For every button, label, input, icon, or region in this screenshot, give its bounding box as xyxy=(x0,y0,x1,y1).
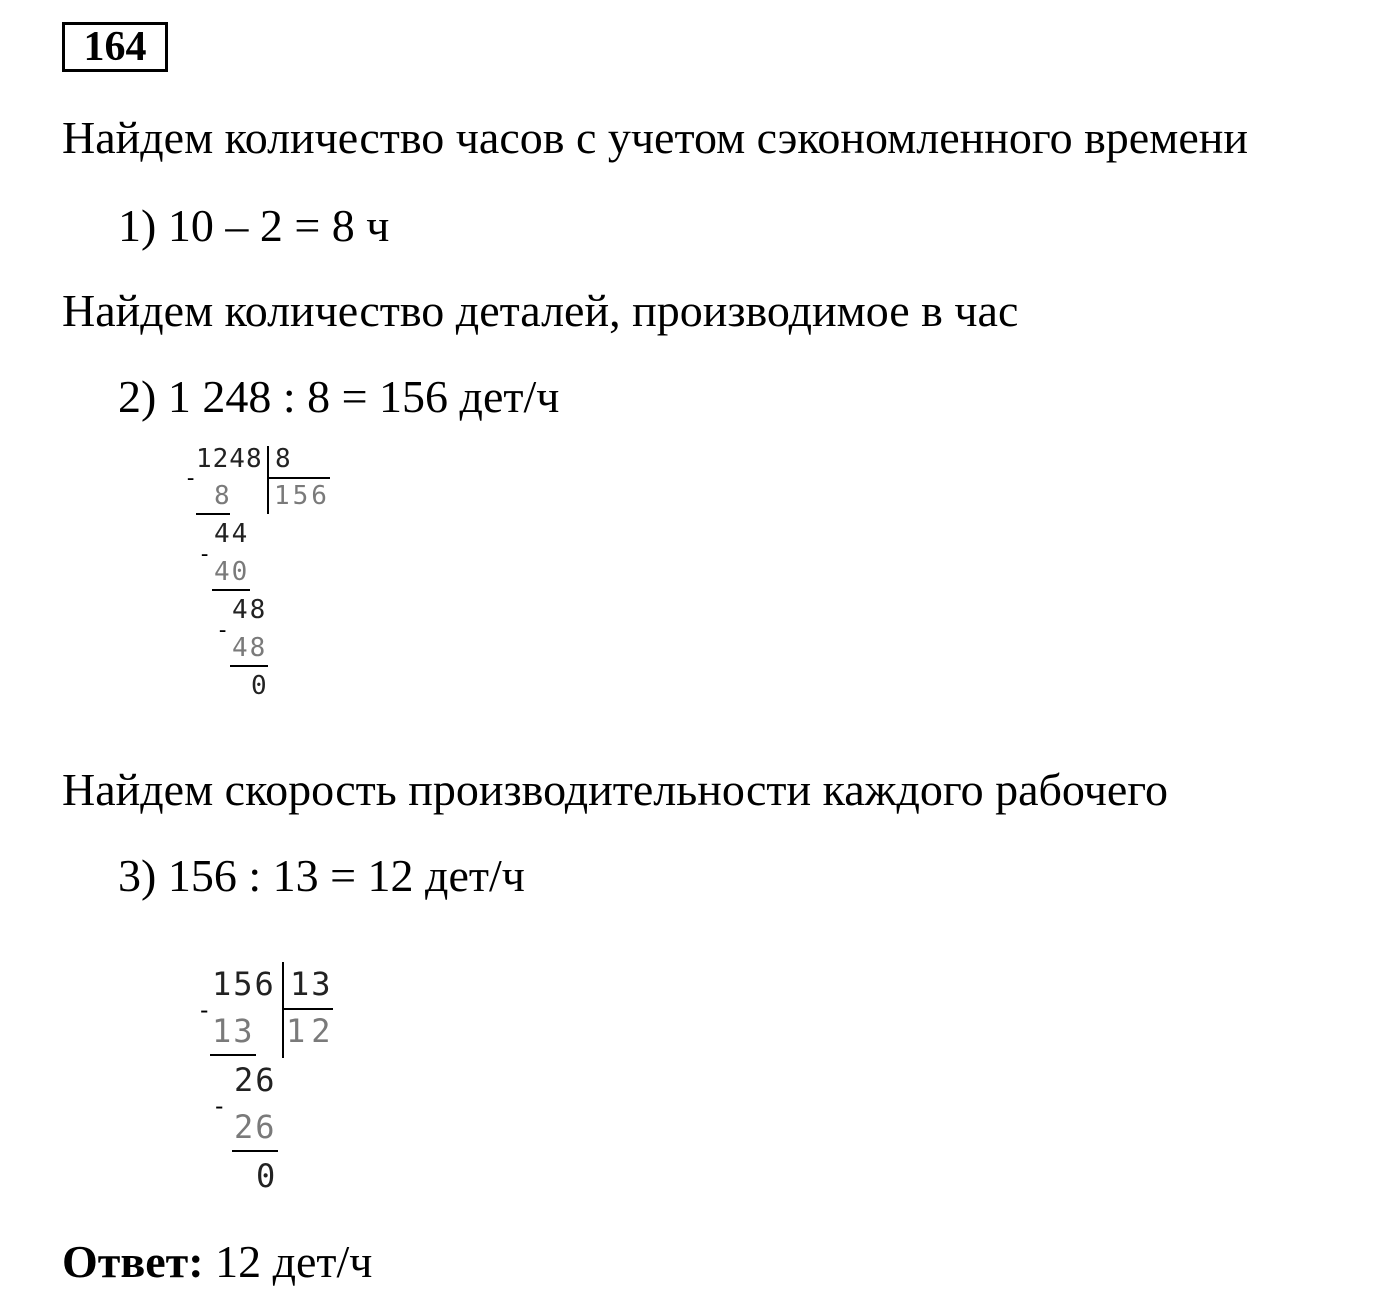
division-1-remainder: 0 xyxy=(251,671,267,701)
step-3-heading: Найдем скорость производительности каждого рабочего xyxy=(62,764,1168,815)
answer xyxy=(62,1234,372,1290)
answer-label: Ответ: xyxy=(62,1236,204,1287)
division-1-quotient: 156 xyxy=(274,481,330,511)
division-2-underline-1 xyxy=(210,1054,256,1056)
step-2-heading: Найдем количество деталей, производимое в час xyxy=(62,285,1019,336)
division-1-minus-1: - xyxy=(184,466,198,491)
division-1-underline-1 xyxy=(196,513,230,515)
step-2-expression: 2) 1 248 : 8 = 156 дет/ч xyxy=(118,371,560,422)
division-2-divisor: 13 xyxy=(290,965,333,1003)
answer-value: 12 дет/ч xyxy=(215,1236,373,1287)
division-2-underline-2 xyxy=(232,1150,278,1152)
division-2-row-3: 26 xyxy=(234,1108,277,1146)
division-2-divider-vertical xyxy=(282,962,284,1058)
step-3-expression: 3) 156 : 13 = 12 дет/ч xyxy=(118,850,525,901)
division-1-minus-3: - xyxy=(216,618,230,643)
division-1-divider-horizontal xyxy=(268,477,330,479)
step-1-heading: Найдем количество часов с учетом сэкономленного времени xyxy=(62,112,1248,163)
division-1-divider-vertical xyxy=(267,446,269,514)
division-2-row-2: 26 xyxy=(234,1061,277,1099)
division-2-minus-2: - xyxy=(212,1092,227,1120)
division-1-dividend: 1248 xyxy=(196,444,263,474)
division-2-dividend: 156 xyxy=(212,965,276,1003)
division-2-row-1: 13 xyxy=(212,1012,255,1050)
division-1-row-4: 48 xyxy=(232,595,268,625)
division-2-divider-horizontal xyxy=(283,1008,333,1010)
division-2-minus-1: - xyxy=(197,996,212,1024)
division-1-row-3: 40 xyxy=(214,557,250,587)
division-1-row-2: 44 xyxy=(214,519,250,549)
division-2-quotient: 12 xyxy=(286,1012,337,1050)
division-1-row-5: 48 xyxy=(232,633,268,663)
division-1-underline-2 xyxy=(212,589,250,591)
division-1-minus-2: - xyxy=(198,542,212,567)
division-1-underline-3 xyxy=(230,665,268,667)
division-1-divisor: 8 xyxy=(275,444,291,474)
division-2-remainder: 0 xyxy=(256,1157,276,1195)
step-1-expression: 1) 10 – 2 = 8 ч xyxy=(118,200,390,251)
task-number: 164 xyxy=(62,22,168,72)
division-1-row-1: 8 xyxy=(214,481,230,511)
